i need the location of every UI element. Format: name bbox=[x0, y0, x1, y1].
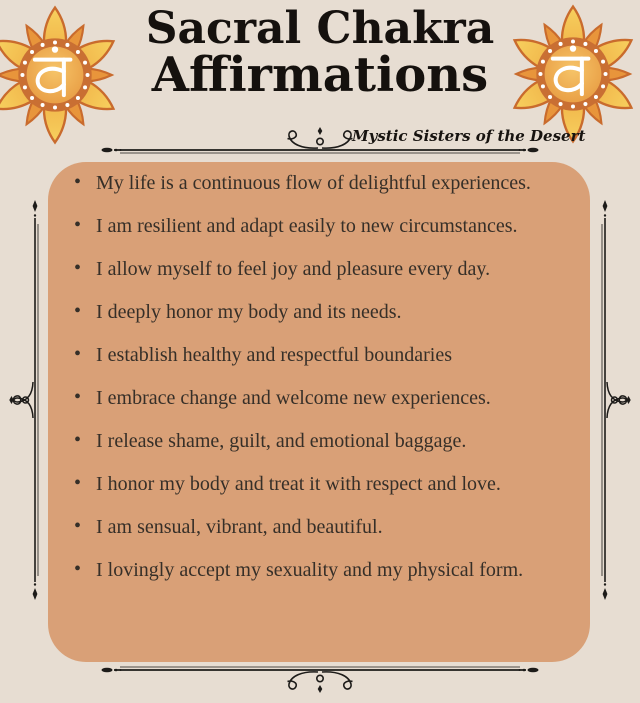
flourish-divider-bottom bbox=[100, 660, 540, 694]
affirmation-item: • I embrace change and welcome new experiences. bbox=[68, 387, 564, 410]
byline: Mystic Sisters of the Desert bbox=[352, 127, 586, 145]
affirmation-item: • I honor my body and treat it with respect and love. bbox=[68, 473, 564, 496]
title-line-2: Affirmations bbox=[151, 46, 489, 103]
flourish-ornament-right bbox=[600, 198, 632, 602]
affirmation-item: • I deeply honor my body and its needs. bbox=[68, 301, 564, 324]
affirmation-item: • I am resilient and adapt easily to new circumstances. bbox=[68, 215, 564, 238]
affirmations-card bbox=[48, 162, 590, 662]
affirmation-item: • I establish healthy and respectful boundaries bbox=[68, 344, 564, 367]
flourish-ornament-left bbox=[8, 198, 40, 602]
affirmation-item: • My life is a continuous flow of delightful experiences. bbox=[68, 172, 564, 195]
title-line-1: Sacral Chakra bbox=[145, 3, 495, 54]
affirmation-item: • I lovingly accept my sexuality and my physical form. bbox=[68, 559, 564, 582]
affirmation-item: • I allow myself to feel joy and pleasure every day. bbox=[68, 258, 564, 281]
affirmation-item: • I am sensual, vibrant, and beautiful. bbox=[68, 516, 564, 539]
affirmation-item: • I release shame, guilt, and emotional baggage. bbox=[68, 430, 564, 453]
affirmations-list bbox=[48, 162, 590, 582]
page-title bbox=[0, 3, 640, 103]
